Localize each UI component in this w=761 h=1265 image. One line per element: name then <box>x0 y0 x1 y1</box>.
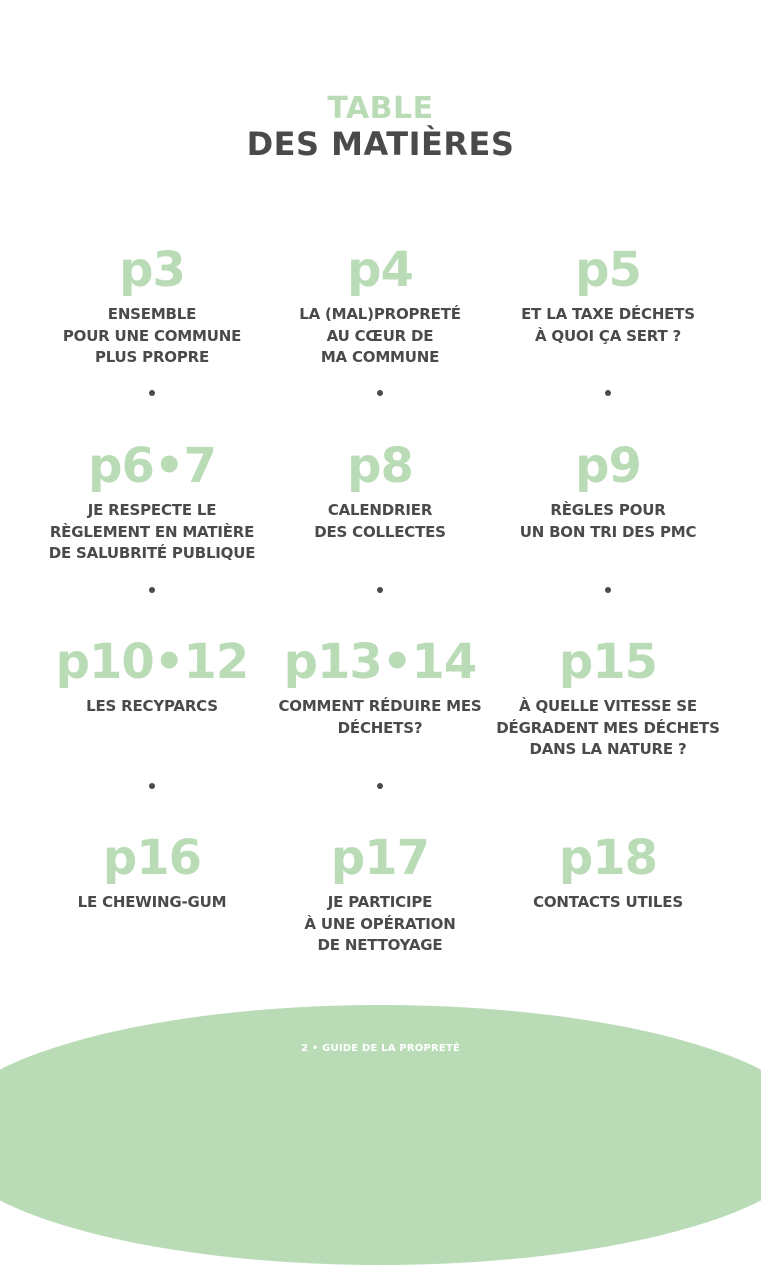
entry-title: CONTACTS UTILES <box>533 893 683 911</box>
toc-entry[interactable] <box>32 242 272 369</box>
toc-entry[interactable] <box>488 242 728 347</box>
page-number: p5 <box>575 242 641 298</box>
page-number: p6•7 <box>88 438 216 494</box>
page-number: p9 <box>575 438 641 494</box>
page-title <box>0 92 761 162</box>
separator-dot <box>377 587 383 593</box>
toc-entry[interactable] <box>488 634 728 761</box>
page-number: p13•14 <box>283 634 477 690</box>
entry-title: LE CHEWING-GUM <box>77 893 227 911</box>
separator-dot <box>149 390 155 396</box>
title-line-1: TABLE <box>327 91 434 126</box>
separator-dot <box>149 783 155 789</box>
page-number: p3 <box>119 242 185 298</box>
footer-title: GUIDE DE LA PROPRETÉ <box>322 1043 461 1054</box>
footer <box>0 1043 761 1054</box>
title-line-2: DES MATIÈRES <box>246 125 515 163</box>
page-number: p10•12 <box>55 634 249 690</box>
page-number: p4 <box>347 242 413 298</box>
toc-entry[interactable] <box>32 634 272 718</box>
entry-title: CALENDRIER DES COLLECTES <box>314 501 446 541</box>
entry-title: ET LA TAXE DÉCHETS À QUOI ÇA SERT ? <box>521 305 695 345</box>
footer-separator: • <box>311 1043 319 1054</box>
page-number: p16 <box>102 830 202 886</box>
footer-page-number: 2 <box>300 1043 309 1054</box>
separator-dot <box>605 587 611 593</box>
page-number: p8 <box>347 438 413 494</box>
toc-entry[interactable] <box>260 634 500 739</box>
toc-entry[interactable] <box>260 242 500 369</box>
entry-title: À QUELLE VITESSE SE DÉGRADENT MES DÉCHETS DANS LA NATURE ? <box>496 697 720 758</box>
toc-entry[interactable] <box>488 830 728 914</box>
page-number: p18 <box>558 830 658 886</box>
toc-entry[interactable] <box>260 830 500 957</box>
entry-title: RÈGLES POUR UN BON TRI DES PMC <box>519 501 697 541</box>
page-number: p15 <box>558 634 658 690</box>
entry-title: JE PARTICIPE À UNE OPÉRATION DE NETTOYAGE <box>304 893 456 954</box>
entry-title: COMMENT RÉDUIRE MES DÉCHETS? <box>278 697 482 737</box>
toc-entry[interactable] <box>32 438 272 565</box>
entry-title: LA (MAL)PROPRETÉ AU CŒUR DE MA COMMUNE <box>299 305 461 366</box>
separator-dot <box>605 390 611 396</box>
page-number: p17 <box>330 830 430 886</box>
separator-dot <box>149 587 155 593</box>
entry-title: LES RECYPARCS <box>86 697 218 715</box>
separator-dot <box>377 390 383 396</box>
entry-title: JE RESPECTE LE RÈGLEMENT EN MATIÈRE DE SALUBRITÉ PUBLIQUE <box>48 501 256 562</box>
entry-title: ENSEMBLE POUR UNE COMMUNE PLUS PROPRE <box>62 305 242 366</box>
separator-dot <box>377 783 383 789</box>
toc-entry[interactable] <box>488 438 728 543</box>
toc-entry[interactable] <box>260 438 500 543</box>
toc-entry[interactable] <box>32 830 272 914</box>
